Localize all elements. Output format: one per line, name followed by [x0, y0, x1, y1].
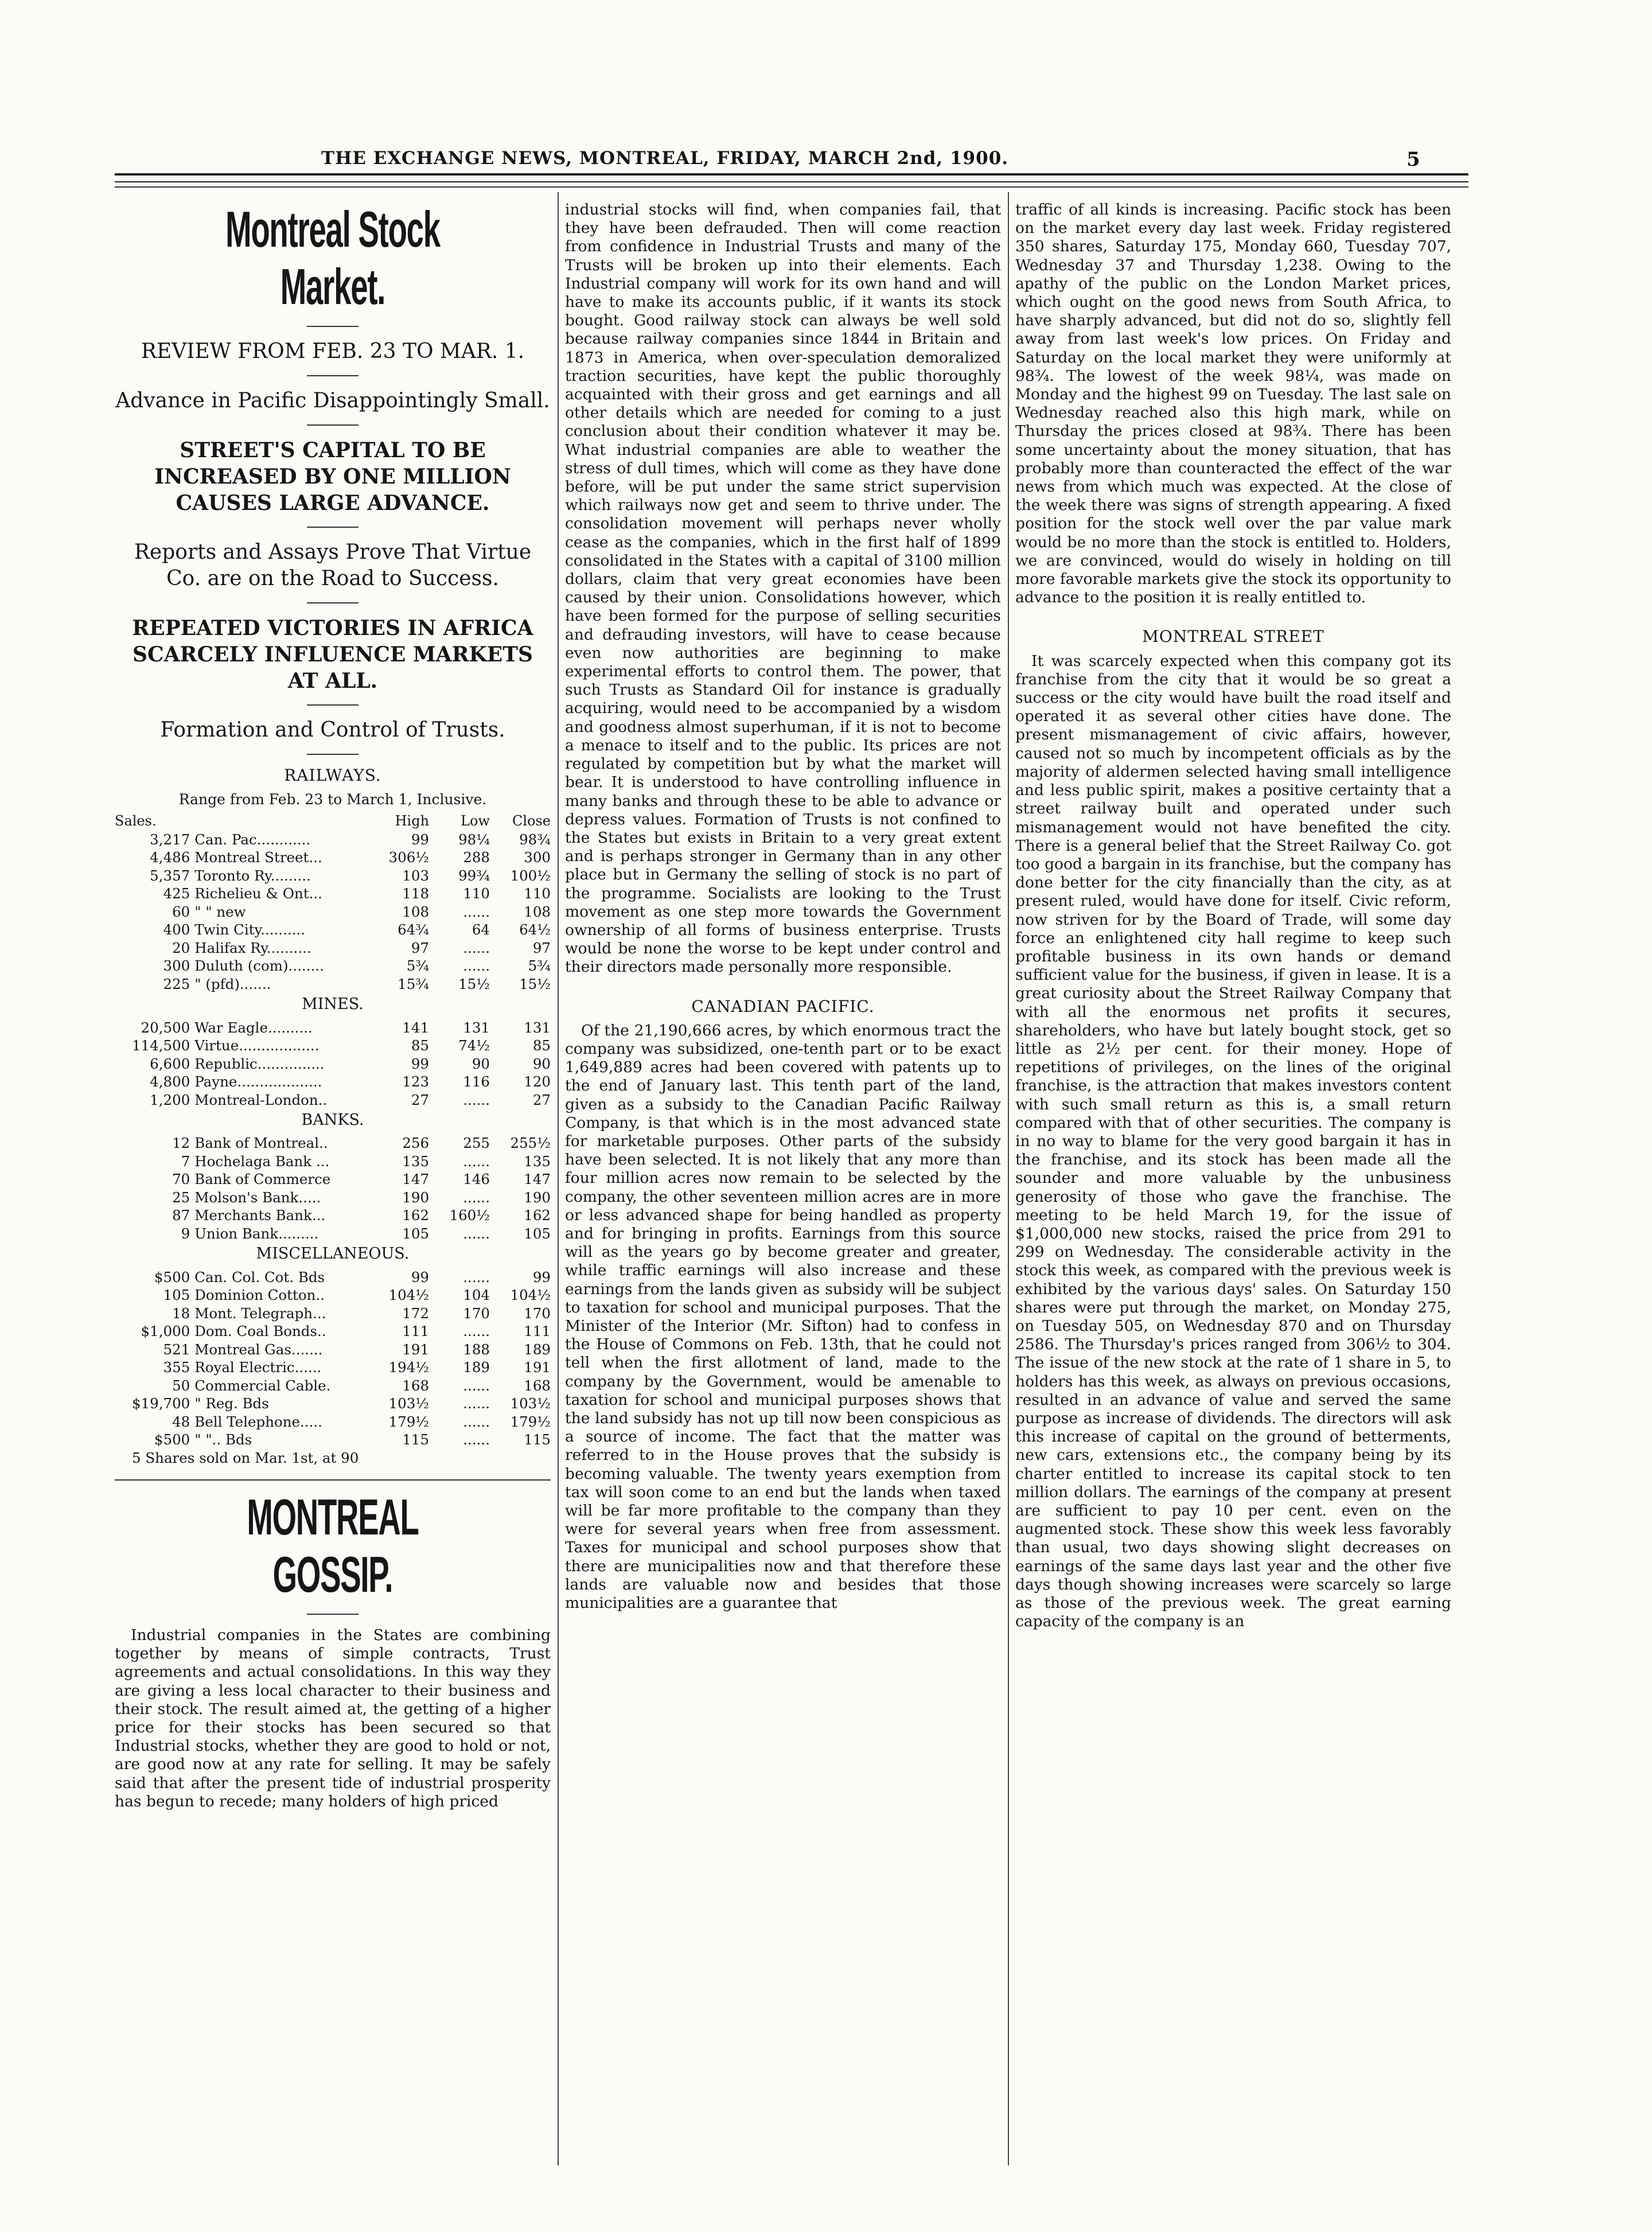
- mines-body: [115, 1019, 551, 1109]
- stock-market-title: Montreal Stock Market.: [225, 201, 440, 315]
- cell-name: " (pfd).......: [194, 975, 271, 992]
- cell-close: 64½: [519, 921, 551, 938]
- cell-sales: 4,800: [150, 1073, 190, 1090]
- cell-low: 160½: [449, 1207, 490, 1224]
- header-rule-thin: [115, 186, 1468, 188]
- header-close: Close: [512, 813, 551, 829]
- headline: REVIEW FROM FEB. 23 TO MAR. 1.: [141, 340, 525, 363]
- table-row: [115, 1055, 551, 1073]
- cell-close: 170: [524, 1304, 551, 1322]
- cell-high: 64¾: [398, 921, 430, 938]
- cell-low: ......: [463, 957, 490, 975]
- cell-close: 255½: [510, 1135, 551, 1152]
- cell-high: 27: [411, 1091, 430, 1108]
- cell-sales: 4,486: [150, 849, 190, 866]
- cell-low: 98¼: [458, 831, 490, 848]
- header-name: [194, 812, 368, 831]
- header-low: Low: [461, 813, 490, 829]
- cell-low: 188: [463, 1341, 490, 1358]
- cell-low: 74½: [458, 1037, 490, 1054]
- cell-high: 118: [402, 885, 430, 902]
- cell-close: 131: [524, 1019, 551, 1036]
- misc-body: [115, 1268, 551, 1449]
- cell-sales: 50: [172, 1377, 190, 1394]
- cell-sales: 114,500: [131, 1037, 190, 1054]
- cell-name: Payne...................: [194, 1073, 322, 1090]
- cell-name: Dominion Cotton..: [194, 1287, 325, 1304]
- headline: STREET'S CAPITAL TO BE INCREASED BY ONE MILLION CAUSES LARGE ADVANCE.: [154, 438, 511, 515]
- cell-name: " " new: [194, 903, 246, 920]
- cell-low: 90: [472, 1055, 490, 1072]
- cell-name: Merchants Bank...: [194, 1207, 326, 1224]
- cell-close: 162: [524, 1207, 551, 1224]
- masthead: [321, 148, 1388, 169]
- table-row: [115, 975, 551, 994]
- cell-name: Bank of Commerce: [194, 1171, 331, 1188]
- cell-name: " ".. Bds: [194, 1431, 252, 1448]
- cell-low: ......: [463, 1268, 490, 1286]
- cell-close: 120: [524, 1073, 551, 1090]
- table-row: [115, 1037, 551, 1055]
- cell-sales: 105: [163, 1287, 190, 1304]
- column-3: [1015, 201, 1451, 1631]
- cell-high: 99: [411, 1268, 430, 1286]
- cell-close: 115: [524, 1431, 551, 1448]
- cell-low: ......: [463, 1225, 490, 1242]
- banks-title: BANKS.: [301, 1111, 364, 1129]
- cell-name: Republic...............: [194, 1055, 325, 1072]
- table-row: [115, 1322, 551, 1341]
- cell-sales: 48: [172, 1413, 190, 1430]
- column-divider: [1008, 192, 1009, 2165]
- cell-low: ......: [463, 1413, 490, 1430]
- cell-sales: 18: [172, 1304, 190, 1322]
- table-row: [115, 831, 551, 849]
- cell-low: 116: [463, 1073, 490, 1090]
- cell-high: 141: [402, 1019, 430, 1036]
- cell-high: 194½: [388, 1359, 430, 1376]
- header-sales: Sales.: [115, 813, 157, 829]
- cell-low: ......: [463, 1431, 490, 1448]
- cell-sales: 300: [163, 957, 190, 975]
- canadian-pacific-title: CANADIAN PACIFIC.: [691, 996, 875, 1016]
- table-row: [115, 1268, 551, 1287]
- table-row: [115, 1304, 551, 1323]
- column-1: [115, 201, 551, 1811]
- cell-low: ......: [463, 1395, 490, 1412]
- cell-close: 90: [532, 1055, 551, 1072]
- cell-high: 179½: [388, 1413, 430, 1430]
- rule: [307, 527, 359, 528]
- cell-name: Bell Telephone.....: [194, 1413, 322, 1430]
- cell-high: 108: [402, 903, 430, 920]
- cell-high: 85: [411, 1037, 430, 1054]
- cell-sales: $500: [154, 1431, 190, 1448]
- cell-high: 135: [402, 1152, 430, 1170]
- cell-low: 99¾: [458, 867, 490, 884]
- cell-sales: 12: [172, 1135, 190, 1152]
- cell-high: 99: [411, 831, 430, 848]
- cell-high: 105: [402, 1225, 430, 1242]
- cell-close: 191: [524, 1359, 551, 1376]
- cell-low: 131: [463, 1019, 490, 1036]
- cell-low: 189: [463, 1359, 490, 1376]
- cell-low: ......: [463, 1189, 490, 1206]
- cell-sales: 355: [163, 1359, 190, 1376]
- cell-high: 103½: [388, 1395, 430, 1412]
- cell-sales: $19,700: [131, 1395, 190, 1412]
- table-row: [115, 1134, 551, 1152]
- canadian-pacific-paragraph: Of the 21,190,666 acres, by which enormous tract the company was subsidized, one-tenth part or to be exact 1,649,889 acres had been covered with patents up to the end of January last. This tenth part of the land, given as a subsidy to the Canadian Pacific Railway Company, is that which is in the most advanced state for marketable purposes. Other parts of the subsidy have been selected. It is not likely that any more than four million acres now remain to be selected by the company, the other seventeen million acres are in more or less advanced shape for being handled as property and for bringing in profits. Earnings from this source will as the years go by become greater and greater, while traffic earnings will also increase and these earnings from the lands given as subsidy will be subject to taxation for school and municipal purposes. That the Minister of the Interior (Mr. Sifton) had to confess in the House of Commons on Feb. 13th, that he could not tell when the first allotment of land, made to the company by the Government, would be amenable to taxation for school and municipal purposes shows that the land subsidy has not up till now been conspicious as a source of income. The fact that the matter was referred to in the House proves that the subsidy is becoming valuable. The twenty years exemption from tax will soon come to an end but the lands when taxed will be far more profitable to the company than they were for several years when free from assessment. Taxes for municipal and school purposes show that there are municipalities now and that therefore these lands are valuable now and besides that those municipalities are a guarantee that: [565, 1021, 1001, 1612]
- cell-name: " Reg. Bds: [194, 1395, 269, 1412]
- cell-close: 179½: [510, 1413, 551, 1430]
- cell-close: 85: [532, 1037, 551, 1054]
- cell-name: Royal Electric......: [194, 1359, 322, 1376]
- cell-high: 191: [402, 1341, 430, 1358]
- cell-sales: 20,500: [141, 1019, 190, 1036]
- cell-close: 108: [524, 903, 551, 920]
- headline: Advance in Pacific Disappointingly Small.: [115, 389, 550, 412]
- cell-high: 190: [402, 1189, 430, 1206]
- cell-low: 170: [463, 1304, 490, 1322]
- cell-sales: $1,000: [141, 1323, 190, 1340]
- cell-sales: 25: [172, 1189, 190, 1206]
- cell-high: 104½: [388, 1287, 430, 1304]
- table-row: [115, 1286, 551, 1304]
- cell-high: 115: [402, 1431, 430, 1448]
- column-divider: [558, 192, 559, 2165]
- cell-close: 99: [532, 1268, 551, 1286]
- railways-title: RAILWAYS.: [284, 766, 381, 785]
- cell-sales: 1,200: [150, 1091, 190, 1108]
- header-high: High: [395, 813, 430, 829]
- table-row: [115, 867, 551, 885]
- cell-low: 255: [463, 1135, 490, 1152]
- cell-low: 110: [463, 885, 490, 902]
- cell-low: 288: [463, 849, 490, 866]
- cell-sales: 400: [163, 921, 190, 938]
- mines-table: [115, 1019, 551, 1109]
- cell-high: 306½: [388, 849, 430, 866]
- cell-name: Can. Pac............: [194, 831, 311, 848]
- trusts-paragraph: industrial stocks will find, when companies fail, that they have been defrauded. Then will come reaction from confidence in Industrial Trusts and many of the Trusts will be broken up into their elements. Each Industrial company will work for its own hand and will have to make its accounts public, if it wants its stock bought. Good railway stock can always be well sold because railway companies since 1844 in Britain and 1873 in America, when over-speculation demoralized traction securities, have kept the public thoroughly acquainted with their gross and get earnings and all other details which are needed for coming to a just conclusion about their condition whatever it may be. What industrial companies are able to weather the stress of dull times, which will come as they have done before, will be put under the same strict supervision which railways now get and seem to thrive under. The consolidation movement will perhaps never wholly cease as the companies, which in the first half of 1899 consolidated in the States with a capital of 3100 million dollars, claim that very great economies have been caused by their union. Consolidations however, which have been formed for the purpose of selling securities and defrauding investors, will have to cease because even now authorities are beginning to make experimental efforts to control them. The power, that such Trusts as Standard Oil for instance is gradually acquiring, would need to be accompanied by a wisdom and goodness almost superhuman, if it is not to become a menace to itself and to the public. Its prices are not regulated by competition but by what the market will bear. It is understood to have controlling influence in many banks and through these to be able to advance or depress values. Formation of Trusts is not confined to the States but exists in Britain to a very great extent and is perhaps stronger in Germany than in any other place but in Germany the selling of stock is no part of the programme. Socialists are looking to the Trust movement as one step more towards the Government ownership of all forms of business enterprise. Trusts would be none the worse to be kept under control and their directors made personally more responsible.: [565, 201, 1001, 976]
- cell-close: 5¾: [528, 957, 551, 975]
- cell-high: 97: [411, 939, 430, 956]
- cell-sales: 7: [181, 1152, 190, 1170]
- cell-high: 172: [402, 1304, 430, 1322]
- cell-sales: 3,217: [150, 831, 190, 848]
- cell-low: 146: [463, 1171, 490, 1188]
- misc-title: MISCELLANEOUS.: [256, 1245, 410, 1263]
- banks-table: [115, 1134, 551, 1242]
- railways-body: [115, 831, 551, 994]
- cell-high: 103: [402, 867, 430, 884]
- table-row: [115, 1091, 551, 1109]
- table-row: [115, 1019, 551, 1037]
- cell-name: Union Bank.........: [194, 1225, 319, 1242]
- headline: Reports and Assays Prove That Virtue Co. are on the Road to Success.: [134, 540, 532, 590]
- cell-sales: 87: [172, 1207, 190, 1224]
- cell-close: 300: [524, 849, 551, 866]
- cell-close: 190: [524, 1189, 551, 1206]
- table-row: [115, 1377, 551, 1395]
- gossip-paragraph: Industrial companies in the States are combining together by means of simple contracts, Trust agreements and actual consolidations. In this way they are giving a less local character to their business and their stock. The result aimed at, the getting of a higher price for their stocks has been secured so that Industrial stocks, whether they are good to hold or not, are good now at any rate for selling. It may be safely said that after the present tide of industrial prosperity has begun to recede; many holders of high priced: [115, 1626, 551, 1810]
- cell-low: ......: [463, 1323, 490, 1340]
- rule: [307, 375, 359, 376]
- misc-table: [115, 1268, 551, 1449]
- cell-sales: 225: [163, 975, 190, 992]
- column-2: [565, 201, 1001, 1612]
- cell-close: 135: [524, 1152, 551, 1170]
- cell-name: Halifax Ry..........: [194, 939, 311, 956]
- cell-close: 104½: [510, 1287, 551, 1304]
- table-header-row: [115, 812, 551, 831]
- table-row: [115, 1170, 551, 1189]
- rule: [307, 602, 359, 603]
- cell-low: ......: [463, 1377, 490, 1394]
- cell-name: Bank of Montreal..: [194, 1135, 328, 1152]
- rule: [307, 1614, 359, 1615]
- cell-name: Twin City..........: [194, 921, 306, 938]
- cell-name: Virtue..................: [194, 1037, 320, 1054]
- cell-sales: 6,600: [150, 1055, 190, 1072]
- cell-sales: 9: [181, 1225, 190, 1242]
- montreal-street-paragraph: It was scarcely expected when this company got its franchise from the city that it would be so great a success or the city would have built the road itself and operated it as several other cities have done. The present mismanagement of civic affairs, however, caused not so much by incompetent officials as by the majority of aldermen selected having small intelligence and less public spirit, makes a positive certainty that a street railway built and operated under such mismanagement would not have benefited the city. There is a general belief that the Street Railway Co. got too good a bargain in its franchise, but the company has done better for the city financially than the city, as at present ruled, would have done for itself. Civic reform, now striven for by the Board of Trade, will some day force an enlightened city hall regime to keep such profitable business in its own hands or demand sufficient value for the business, if given in lease. It is a great curiosity about the Street Railway Company that with all the enormous net profits it secures, shareholders, who have but lately bought stock, get so little as 2½ per cent. for their money. Hope of repetitions of privileges, on the lines of the original franchise, is the attraction that makes investors content with such small return as this is, a small return compared with that of other securities. The company is in no way to blame for the very good bargain it has in the franchise, and its stock has been made all the sounder and more valuable by the unbusiness generosity of those who gave the franchise. The meeting to be held March 19, for the issue of $1,000,000 new stocks, raised the price from 291 to 299 on Wednesday. The considerable activity in the stock this week, as compared with the previous week is exhibited by the various days' sales. On Saturday 150 shares were put through the market, on Monday 275, on Tuesday 505, on Wednesday 870 and on Thursday 2586. The Thursday's prices ranged from 306½ to 304. The issue of the new stock at the rate of 1 share in 5, to holders has this week, as always on previous occasions, resulted in an advance of value and served the same purpose as increase of dividends. The directors will ask this increase of capital on the ground of betterments, new cars, extensions etc., the company being by its charter entitled to increase its capital stock to ten million dollars. The earnings of the company at present are sufficient to pay 10 per cent. even on the augmented stock. These show this week less favorably than usual, two days showing slight decreases on earnings of the same days last year and the other five days though showing increases were scarcely so large as those of the previous week. The great earning capacity of the company is an: [1015, 652, 1451, 1631]
- cell-high: 99: [411, 1055, 430, 1072]
- table-row: [115, 1225, 551, 1243]
- gossip-title: MONTREAL GOSSIP.: [247, 1489, 419, 1603]
- cell-low: ......: [463, 939, 490, 956]
- cell-sales: 425: [163, 885, 190, 902]
- banks-body: [115, 1134, 551, 1242]
- pacific-paragraph: traffic of all kinds is increasing. Pacific stock has been on the market every day last week. Friday registered 350 shares, Saturday 175, Monday 660, Tuesday 707, Wednesday 37 and Thursday 1,238. Owing to the apathy of the public on the London Market prices, which ought on the good news from South Africa, to have sharply advanced, but did not do so, slightly fell away from last week's low prices. On Friday and Saturday on the local market they were uniformly at 98¾. The lowest of the week 98¼, was made on Monday and the highest 99 on Tuesday. The last sale on Wednesday reached also this high mark, while on Thursday the prices closed at 98¾. There has been some uncertainty about the money situation, that has probably more than counteracted the effect of the war news from which much was expected. At the close of the week there was signs of strength appearing. A fixed position for the stock well over the par value mark would be no more than the stock is entitled to. Holders, we are convinced, would do wisely in holding on till more favorable markets give the stock its opportunity to advance to the position it is really entitled to.: [1015, 201, 1451, 607]
- headline: REPEATED VICTORIES IN AFRICA SCARCELY INFLUENCE MARKETS AT ALL.: [132, 616, 533, 693]
- table-row: [115, 885, 551, 903]
- cell-sales: $500: [154, 1268, 190, 1286]
- masthead-text: THE EXCHANGE NEWS, MONTREAL, FRIDAY, MARCH 2nd, 1900.: [321, 148, 1009, 169]
- rule: [307, 424, 359, 426]
- cell-close: 98¾: [519, 831, 551, 848]
- table-row: [115, 1431, 551, 1449]
- rule: [307, 326, 359, 327]
- cell-name: Duluth (com)........: [194, 957, 324, 975]
- cell-low: ......: [463, 903, 490, 920]
- table-row: [115, 903, 551, 921]
- headline: Formation and Control of Trusts.: [160, 718, 505, 742]
- cell-close: 110: [524, 885, 551, 902]
- cell-close: 27: [532, 1091, 551, 1108]
- cell-sales: 5,357: [150, 867, 190, 884]
- cell-low: 15½: [458, 975, 490, 992]
- cell-name: Mont. Telegraph...: [194, 1304, 326, 1322]
- cell-close: 105: [524, 1225, 551, 1242]
- cell-high: 162: [402, 1207, 430, 1224]
- cell-name: Montreal-London..: [194, 1091, 328, 1108]
- table-row: [115, 1189, 551, 1207]
- table-row: [115, 921, 551, 939]
- rule: [115, 1479, 551, 1481]
- table-row: [115, 939, 551, 957]
- cell-name: Toronto Ry.........: [194, 867, 311, 884]
- mines-title: MINES.: [302, 995, 364, 1014]
- cell-close: 97: [532, 939, 551, 956]
- cell-sales: 20: [172, 939, 190, 956]
- cell-name: Montreal Street...: [194, 849, 322, 866]
- railways-table: [115, 812, 551, 993]
- cell-name: Can. Col. Cot. Bds: [194, 1268, 325, 1286]
- cell-high: 147: [402, 1171, 430, 1188]
- cell-name: Hochelaga Bank ...: [194, 1152, 330, 1170]
- cell-name: Molson's Bank.....: [194, 1189, 321, 1206]
- cell-high: 168: [402, 1377, 430, 1394]
- table-row: [115, 957, 551, 975]
- cell-close: 111: [524, 1323, 551, 1340]
- table-row: [115, 1394, 551, 1413]
- table-row: [115, 848, 551, 867]
- table-row: [115, 1073, 551, 1091]
- cell-name: Dom. Coal Bonds..: [194, 1323, 326, 1340]
- shares-note: 5 Shares sold on Mar. 1st, at 90: [132, 1449, 359, 1466]
- cell-sales: 70: [172, 1171, 190, 1188]
- cell-sales: 60: [172, 903, 190, 920]
- rule: [307, 704, 359, 706]
- cell-high: 123: [402, 1073, 430, 1090]
- cell-name: Commercial Cable.: [194, 1377, 331, 1394]
- cell-name: Montreal Gas.......: [194, 1341, 323, 1358]
- table-row: [115, 1206, 551, 1225]
- cell-close: 147: [524, 1171, 551, 1188]
- cell-close: 15½: [519, 975, 551, 992]
- cell-close: 100½: [510, 867, 551, 884]
- cell-low: ......: [463, 1152, 490, 1170]
- cell-high: 111: [402, 1323, 430, 1340]
- cell-low: 104: [463, 1287, 490, 1304]
- table-row: [115, 1358, 551, 1377]
- rule: [307, 754, 359, 755]
- page-number: 5: [1406, 148, 1420, 171]
- cell-sales: 521: [163, 1341, 190, 1358]
- cell-low: 64: [472, 921, 490, 938]
- cell-high: 5¾: [406, 957, 430, 975]
- cell-name: War Eagle..........: [194, 1019, 313, 1036]
- cell-low: ......: [463, 1091, 490, 1108]
- cell-name: Richelieu & Ont...: [194, 885, 322, 902]
- montreal-street-title: MONTREAL STREET: [1142, 627, 1324, 646]
- table-row: [115, 1341, 551, 1359]
- header-rule: [115, 173, 1468, 182]
- range-note: Range from Feb. 23 to March 1, Inclusive.: [178, 791, 487, 808]
- cell-close: 103½: [510, 1395, 551, 1412]
- table-row: [115, 1413, 551, 1431]
- cell-high: 256: [402, 1135, 430, 1152]
- cell-close: 168: [524, 1377, 551, 1394]
- table-row: [115, 1152, 551, 1171]
- cell-high: 15¾: [398, 975, 430, 992]
- cell-close: 189: [524, 1341, 551, 1358]
